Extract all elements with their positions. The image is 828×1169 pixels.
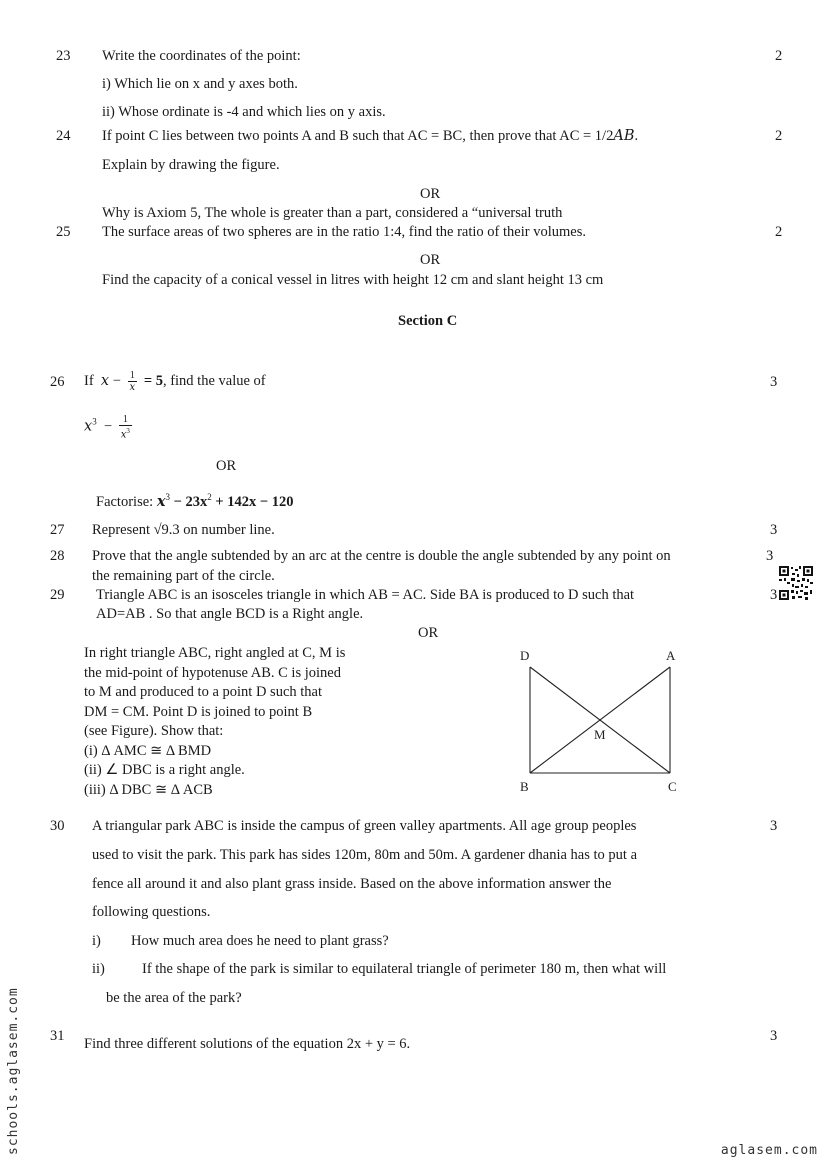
q24-marks: 2 bbox=[775, 128, 783, 144]
q30-number: 30 bbox=[50, 818, 65, 834]
label-m: M bbox=[594, 727, 606, 742]
q26-marks: 3 bbox=[770, 374, 778, 390]
q26-expr-frac-den bbox=[119, 426, 132, 440]
q26-f-rest: + 142x − 120 bbox=[215, 493, 294, 510]
q25-or: OR bbox=[420, 252, 441, 268]
q23-marks: 2 bbox=[775, 48, 783, 64]
footer-watermark: aglasem.com bbox=[720, 1143, 818, 1158]
q29-number: 29 bbox=[50, 587, 65, 603]
q24-line2: Explain by drawing the figure. bbox=[102, 157, 280, 173]
q25-text: The surface areas of two spheres are in the ratio 1:4, find the ratio of their volumes. bbox=[102, 224, 586, 240]
q26-x: x bbox=[100, 372, 110, 389]
q24-ab: AB bbox=[613, 128, 635, 144]
q26-rest: , find the value of bbox=[162, 372, 266, 389]
q30-line: A triangular park ABC is inside the campus of green valley apartments. All age group peoples bbox=[92, 818, 637, 834]
q23-text: Write the coordinates of the point: bbox=[102, 48, 301, 64]
q29-line1: Triangle ABC is an isosceles triangle in which AB = AC. Side BA is produced to D such that bbox=[96, 587, 635, 603]
q29-line2: AD=AB . So that angle BCD is a Right angle. bbox=[96, 606, 364, 622]
q31-text: Find three different solutions of the equation 2x + y = 6. bbox=[84, 1036, 411, 1052]
label-d: D bbox=[520, 648, 530, 663]
q29-alt-line: the mid-point of hypotenuse AB. C is joined bbox=[84, 664, 341, 681]
q29-alt-line: DM = CM. Point D is joined to point B bbox=[84, 703, 313, 720]
q23-number: 23 bbox=[56, 48, 71, 64]
label-a: A bbox=[666, 648, 676, 663]
q31-marks: 3 bbox=[770, 1028, 778, 1044]
q28-line2: the remaining part of the circle. bbox=[92, 568, 275, 584]
q23-part-i: i) Which lie on x and y axes both. bbox=[102, 76, 298, 92]
q26-f-t2: − 23x bbox=[173, 493, 208, 510]
q29-figure bbox=[510, 645, 690, 800]
q26-eq: = 5 bbox=[143, 372, 163, 389]
q23-part-ii: ii) Whose ordinate is -4 and which lies on y axis. bbox=[102, 104, 386, 120]
q30-line: used to visit the park. This park has sides 120m, 80m and 50m. A gardener dhania has to put a bbox=[92, 847, 638, 863]
q30-i-text: How much area does he need to plant grass? bbox=[131, 933, 389, 949]
q26-f-p3: 3 bbox=[165, 492, 170, 502]
q26-minus: − bbox=[112, 372, 121, 389]
q28-line1: Prove that the angle subtended by an arc at the centre is double the angle subtended by any point on bbox=[92, 548, 671, 564]
q29-marks: 3 bbox=[770, 587, 778, 603]
q24-alt: Why is Axiom 5, The whole is greater than a part, considered a “universal truth bbox=[102, 205, 563, 221]
q26-text bbox=[84, 370, 266, 393]
q30-marks: 3 bbox=[770, 818, 778, 834]
q27-text: Represent √9.3 on number line. bbox=[92, 522, 275, 538]
q26-factorise bbox=[96, 492, 294, 511]
q26-frac-den: x bbox=[129, 382, 136, 393]
q29-alt-line: (i) Δ AMC ≅ Δ BMD bbox=[84, 742, 212, 759]
q26-expr-pow: 3 bbox=[92, 416, 97, 427]
q28-number: 28 bbox=[50, 548, 65, 564]
q30-line: fence all around it and also plant grass inside. Based on the above information answer the bbox=[92, 876, 612, 892]
q26-f-p2: 2 bbox=[207, 492, 212, 502]
q29-or: OR bbox=[418, 625, 439, 641]
q26-expr-den-x: x bbox=[120, 429, 127, 441]
q26-factorise-label: Factorise: bbox=[96, 493, 154, 510]
q30-line: following questions. bbox=[92, 904, 211, 920]
q26-expr-frac-num: 1 bbox=[119, 414, 132, 426]
q26-expr-fraction bbox=[119, 414, 132, 440]
q29-alt-line: to M and produced to a point D such that bbox=[84, 684, 322, 700]
q30-ii-text: If the shape of the park is similar to equilateral triangle of perimeter 180 m, then what will bbox=[142, 961, 667, 977]
q27-marks: 3 bbox=[770, 522, 778, 538]
q26-frac-num: 1 bbox=[128, 370, 138, 382]
q30-i-number: i) bbox=[92, 933, 101, 949]
q29-alt-line: In right triangle ABC, right angled at C, M is bbox=[84, 645, 346, 661]
q29-alt-line: (iii) Δ DBC ≅ Δ ACB bbox=[84, 781, 213, 798]
q30-ii-number: ii) bbox=[92, 961, 105, 977]
q24-number: 24 bbox=[56, 128, 71, 144]
q25-alt: Find the capacity of a conical vessel in litres with height 12 cm and slant height 13 cm bbox=[102, 272, 604, 288]
q28-marks: 3 bbox=[766, 548, 774, 564]
q25-marks: 2 bbox=[775, 224, 783, 240]
q29-alternative bbox=[84, 644, 345, 800]
q24-text-end: . bbox=[634, 128, 639, 144]
label-c: C bbox=[668, 779, 677, 794]
q25-number: 25 bbox=[56, 224, 71, 240]
q26-if: If bbox=[84, 372, 94, 389]
q27-number: 27 bbox=[50, 522, 65, 538]
q26-expr-minus: − bbox=[103, 418, 113, 435]
label-b: B bbox=[520, 779, 529, 794]
q29-alt-line: (see Figure). Show that: bbox=[84, 723, 224, 739]
q31-number: 31 bbox=[50, 1028, 65, 1044]
q24-or: OR bbox=[420, 186, 441, 202]
q26-number: 26 bbox=[50, 374, 65, 390]
q24-text bbox=[102, 128, 638, 145]
section-c-heading: Section C bbox=[398, 313, 458, 329]
q26-or: OR bbox=[216, 458, 237, 474]
side-watermark: schools.aglasem.com bbox=[6, 987, 21, 1155]
q26-expr-den-pow: 3 bbox=[126, 427, 130, 435]
q26-f-x: x bbox=[156, 492, 166, 510]
qr-code-icon bbox=[778, 565, 814, 601]
q29-alt-line: (ii) ∠ DBC is a right angle. bbox=[84, 762, 245, 778]
q30-ii-text-2: be the area of the park? bbox=[106, 990, 242, 1006]
q26-expr-x: x bbox=[84, 418, 93, 435]
q26-fraction bbox=[128, 370, 138, 393]
q26-expression bbox=[84, 414, 135, 440]
q24-text-main: If point C lies between two points A and B such that AC = BC, then prove that AC = 1/2 bbox=[102, 128, 614, 144]
